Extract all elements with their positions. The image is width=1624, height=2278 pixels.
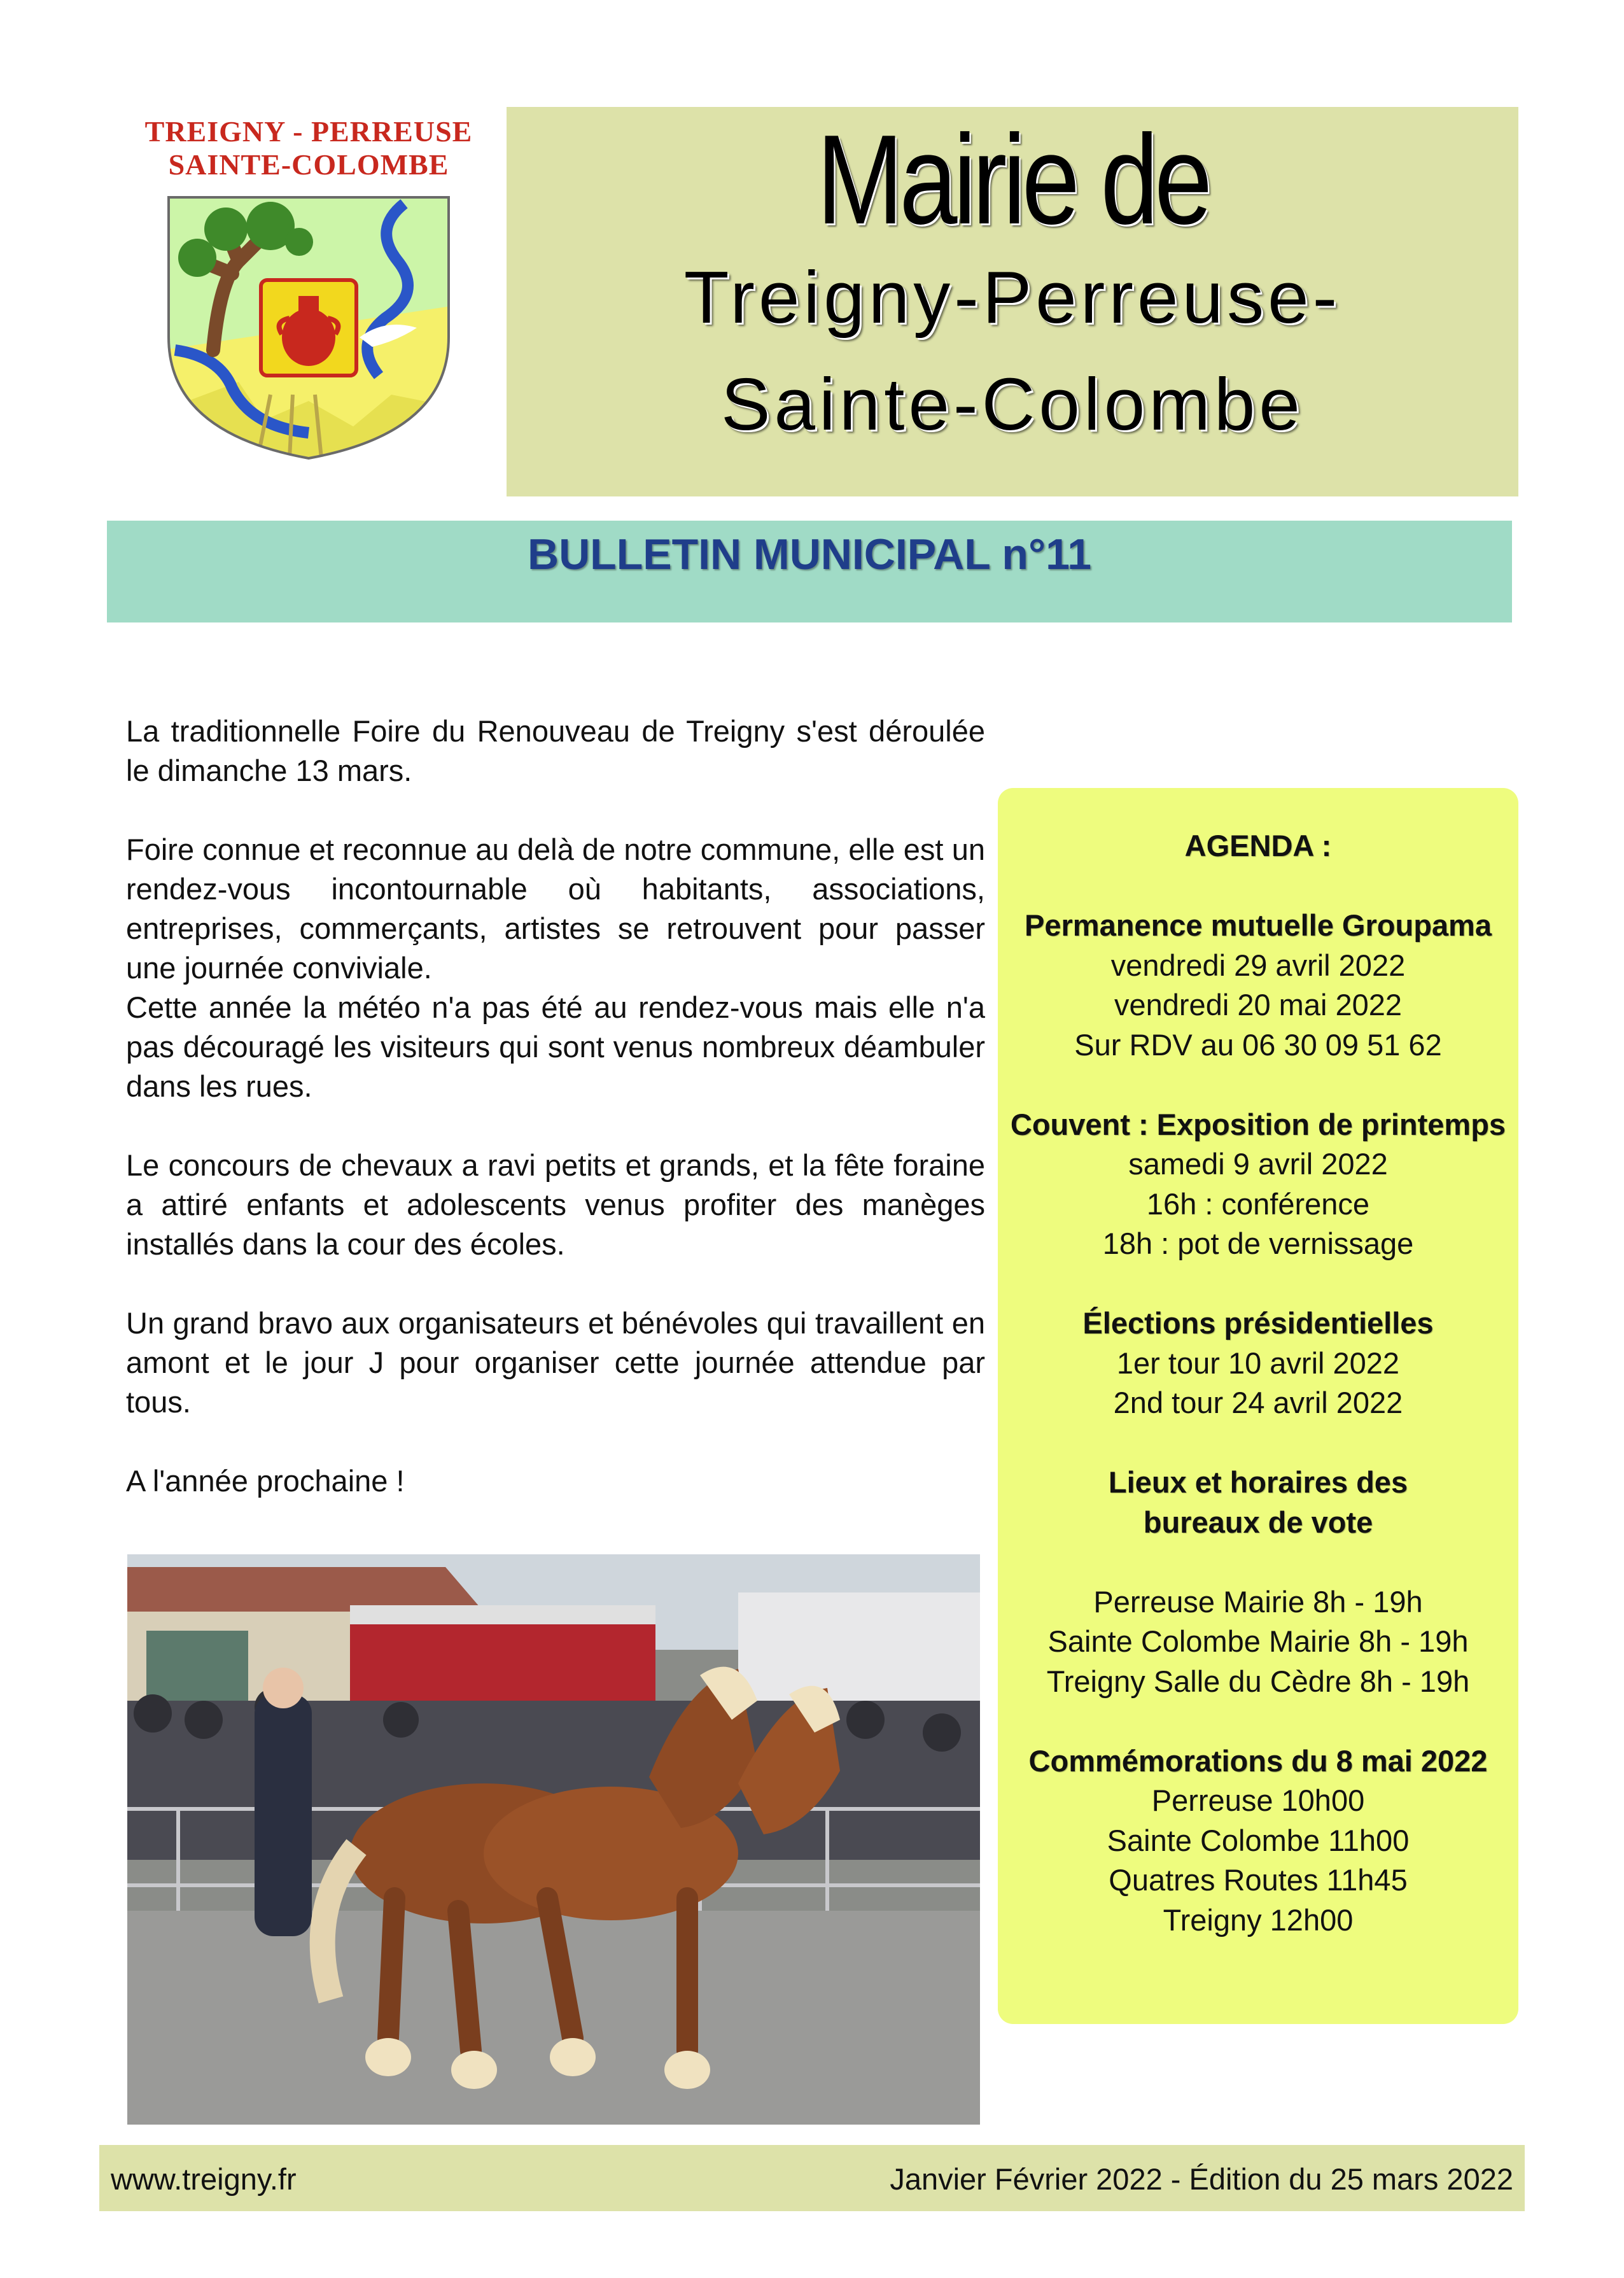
agenda-heading-couvent: Couvent : Exposition de printemps: [1010, 1107, 1506, 1141]
article-body: [126, 712, 985, 1540]
bulletin-title: BULLETIN MUNICIPAL n°11: [527, 530, 1092, 579]
agenda-heading-commemorations: Commémorations du 8 mai 2022: [1028, 1743, 1488, 1778]
footer-bar: [99, 2145, 1525, 2211]
footer-website-link[interactable]: www.treigny.fr: [111, 2162, 297, 2196]
agenda-line: 16h : conférence: [1146, 1186, 1370, 1221]
agenda-heading-groupama: Permanence mutuelle Groupama: [1025, 908, 1492, 942]
crest-line2: SAINTE-COLOMBE: [168, 148, 449, 181]
agenda-line: samedi 9 avril 2022: [1128, 1147, 1388, 1181]
crest-logo: [124, 115, 493, 471]
agenda-line: 1er tour 10 avril 2022: [1116, 1346, 1400, 1380]
agenda-line: Perreuse 10h00: [1151, 1783, 1365, 1817]
title-line-mairie: Mairie de: [816, 109, 1208, 251]
horses-photo: [127, 1554, 980, 2125]
agenda-line: Perreuse Mairie 8h - 19h: [1093, 1584, 1423, 1619]
bulletin-banner: [107, 521, 1512, 622]
article-paragraph: Le concours de chevaux a ravi petits et grands, et la fête foraine a attiré enfants et adolescents venus profiter des manèges installés dans la cour des écoles.: [126, 1148, 985, 1261]
article-paragraph: Un grand bravo aux organisateurs et bénévoles qui travaillent en amont et le jour J pour organiser cette journée attendue par tous.: [126, 1306, 985, 1419]
agenda-line: Sainte Colombe Mairie 8h - 19h: [1047, 1624, 1469, 1658]
agenda-line: Treigny Salle du Cèdre 8h - 19h: [1046, 1664, 1470, 1698]
agenda-line: Sainte Colombe 11h00: [1107, 1823, 1410, 1857]
article-paragraph: Foire connue et reconnue au delà de notre commune, elle est un rendez-vous incontournable où habitants, associations, entreprises, commerçants, artistes se retrouvent pour passer une journée conviviale.: [126, 833, 985, 985]
article-paragraph: La traditionnelle Foire du Renouveau de Treigny s'est déroulée le dimanche 13 mars.: [126, 714, 985, 787]
footer-edition: Janvier Février 2022 - Édition du 25 mars 2022: [890, 2162, 1513, 2196]
article-paragraph: Cette année la météo n'a pas été au rendez-vous mais elle n'a pas découragé les visiteurs qui sont venus nombreux déambuler dans les rues.: [126, 990, 985, 1103]
coat-of-arms-icon: [162, 191, 455, 465]
agenda-line: Treigny 12h00: [1163, 1902, 1354, 1937]
agenda-line: Quatres Routes 11h45: [1109, 1863, 1408, 1897]
agenda-box: [998, 788, 1518, 2024]
title-line-treigny: Treigny-Perreuse-: [683, 256, 1341, 339]
crest-line1: TREIGNY - PERREUSE: [144, 115, 473, 148]
title-line-sainte-colombe: Sainte-Colombe: [721, 363, 1304, 446]
article-paragraph: A l'année prochaine !: [126, 1464, 405, 1498]
agenda-title: AGENDA :: [1184, 829, 1332, 862]
agenda-line: 18h : pot de vernissage: [1102, 1227, 1414, 1260]
agenda-heading-bureaux: Lieux et horaires des: [1108, 1465, 1408, 1499]
agenda-heading-bureaux-2: bureaux de vote: [1143, 1505, 1373, 1539]
title-banner: [507, 107, 1518, 496]
agenda-line: Sur RDV au 06 30 09 51 62: [1074, 1027, 1442, 1062]
agenda-line: 2nd tour 24 avril 2022: [1113, 1386, 1403, 1419]
agenda-heading-elections: Élections présidentielles: [1082, 1306, 1434, 1340]
agenda-line: vendredi 29 avril 2022: [1110, 948, 1406, 982]
agenda-line: vendredi 20 mai 2022: [1114, 988, 1403, 1022]
